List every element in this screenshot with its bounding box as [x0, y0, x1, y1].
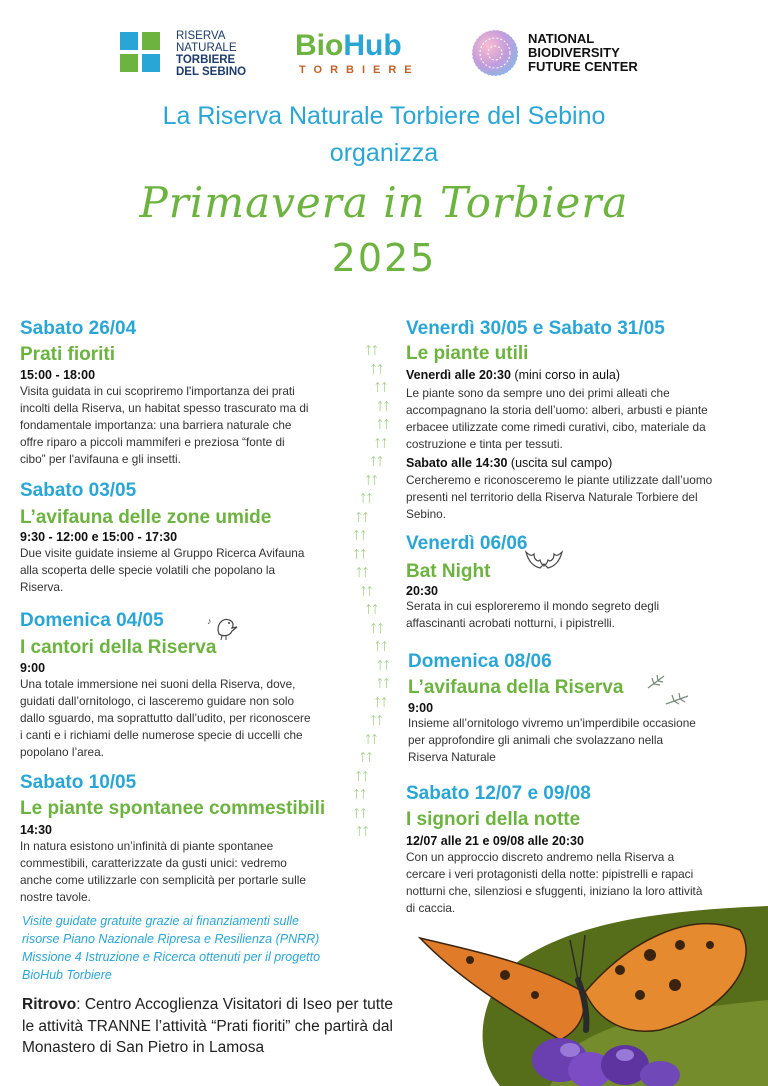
biohub-logo-hub: Hub — [343, 29, 402, 62]
funding-note: Visite guidate gratuite grazie ai finanziamenti sulle risorse Piano Nazionale Ripresa e Resilienza (PNRR) Missione 4 Istruzione e Ricerca ottenuti per il progetto BioHub Torbiere — [22, 914, 321, 982]
event-date: Sabato 26/04 — [20, 318, 137, 339]
event-title: I cantori della Riserva — [20, 637, 217, 658]
nbfc-logo-line2: BIODIVERSITY — [528, 45, 620, 60]
nbfc-logo-line1: NATIONAL — [528, 31, 595, 46]
biohub-logo-sub: TORBIERE — [299, 64, 420, 76]
butterfly-illustration — [410, 900, 768, 1086]
nbfc-logo-globe — [470, 28, 520, 78]
footprint-icon: ᛏᛏ — [370, 456, 384, 468]
script-title: Primavera in Torbiera — [139, 178, 629, 227]
event-title: I signori della notte — [406, 809, 581, 830]
event-desc: Serata in cui esploreremo il mondo segreto degli affascinanti acrobati notturni, i pipistrelli. — [406, 599, 660, 630]
footprint-icon: ᛏᛏ — [369, 715, 384, 727]
riserva-logo-line2: NATURALE — [176, 42, 237, 54]
event-title: L’avifauna della Riserva — [408, 677, 624, 698]
event-date: Sabato 10/05 — [20, 772, 137, 793]
event-title: Bat Night — [406, 561, 491, 582]
event-title: Le piante spontanee commestibili — [20, 798, 326, 819]
biohub-logo-bio: Bio — [295, 29, 344, 62]
event-subheading: Sabato alle 14:30 (uscita sul campo) — [406, 456, 613, 470]
footprint-icon: ᛏᛏ — [353, 530, 367, 542]
event-date: Domenica 04/05 — [20, 610, 164, 631]
footprint-icon: ᛏᛏ — [353, 789, 367, 801]
riserva-logo — [118, 30, 258, 78]
event-date: Venerdì 06/06 — [406, 533, 528, 554]
event-desc: Con un approccio discreto andremo nella Riserva a cercare i veri protagonisti della notte: pipistrelli e rapaci notturni che, silenziosi e sfuggenti, iniziano la loro attività di caccia. — [406, 850, 703, 915]
event-date: Sabato 03/05 — [20, 480, 137, 501]
nbfc-logo — [470, 28, 660, 80]
riserva-logo-mark — [118, 30, 164, 76]
event-time: 9:00 — [20, 661, 46, 675]
footprint-icon: ᛏᛏ — [374, 382, 388, 394]
footprint-icon: ᛏᛏ — [370, 622, 384, 635]
event-title: L’avifauna delle zone umide — [20, 507, 272, 528]
riserva-logo-line3: TORBIERE — [176, 54, 236, 66]
footprint-icon: ᛏᛏ — [355, 567, 369, 579]
footprint-icon: ᛏᛏ — [365, 345, 379, 357]
footprint-icon: ᛏᛏ — [359, 585, 374, 598]
bird-footprint-track — [355, 345, 395, 845]
event-date: Venerdì 30/05 e Sabato 31/05 — [406, 318, 665, 339]
event-desc: Le piante sono da sempre uno dei primi alleati che accompagnano la storia dell’uomo: alberi, arbusti e piante erbacee utilizzate come rimedi curativi, cibo, materiale da costruzione e tinta per tessuti. — [406, 386, 708, 451]
event-date: Sabato 12/07 e 09/08 — [406, 783, 591, 804]
footprint-icon: ᛏᛏ — [353, 807, 367, 820]
event-time: 14:30 — [20, 823, 52, 837]
bat-icon — [524, 548, 564, 570]
footprint-icon: ᛏᛏ — [376, 659, 390, 672]
event-desc: Cercheremo e riconosceremo le piante utilizzate dall’uomo presenti nel territorio della Riserva Naturale Torbiere del Sebino. — [406, 473, 713, 521]
feather-icon — [644, 668, 694, 710]
footprint-icon: ᛏᛏ — [376, 419, 390, 431]
footprint-icon: ᛏᛏ — [374, 437, 388, 450]
footprint-icon: ᛏᛏ — [376, 400, 390, 413]
footprint-icon: ᛏᛏ — [370, 363, 384, 376]
header-line1: La Riserva Naturale Torbiere del Sebino — [162, 102, 606, 130]
event-date: Domenica 08/06 — [408, 651, 552, 672]
event-desc: Insieme all’ornitologo vivremo un’imperdibile occasione per approfondire gli animali che svolazzano nella Riserva Naturale — [408, 716, 696, 764]
footprint-icon: ᛏᛏ — [374, 696, 388, 709]
svg-text:♪: ♪ — [207, 616, 212, 626]
riserva-logo-line4: DEL SEBINO — [176, 66, 247, 78]
event-desc: Due visite guidate insieme al Gruppo Ricerca Avifauna alla scoperta delle specie volatili che popolano la Riserva. — [20, 546, 305, 594]
footprint-icon: ᛏᛏ — [359, 752, 373, 764]
footprint-icon: ᛏᛏ — [365, 604, 379, 616]
biohub-logo — [295, 30, 425, 80]
event-desc: Una totale immersione nei suoni della Riserva, dove, guidati dall’ornitologo, ci lasceremo guidare non solo dallo sguardo, ma soprattutto dall’udito, per riconoscere i canti e i richiami delle numerose specie di uccelli che popolano l’area. — [20, 677, 311, 759]
event-time: 20:30 — [406, 584, 438, 598]
event-subheading: Venerdì alle 20:30 (mini corso in aula) — [406, 368, 621, 382]
footprint-icon: ᛏᛏ — [359, 493, 373, 505]
footprint-icon: ᛏᛏ — [355, 511, 369, 524]
riserva-logo-line1: RISERVA — [176, 30, 226, 42]
footprint-icon: ᛏᛏ — [376, 678, 390, 690]
footprint-icon: ᛏᛏ — [374, 641, 388, 653]
event-title: Prati fioriti — [20, 344, 116, 365]
event-desc: In natura esistono un’infinità di piante spontanee commestibili, caratterizzate da gusti unici: vedremo anche come utilizzarle con semplicità per portarle sulle nostre tavole. — [20, 839, 306, 904]
year: 2025 — [331, 236, 437, 280]
footprint-icon: ᛏᛏ — [364, 733, 378, 746]
footprint-icon: ᛏᛏ — [355, 826, 370, 838]
event-title: Le piante utili — [406, 343, 529, 364]
ritrovo: Ritrovo: Centro Accoglienza Visitatori di Iseo per tutte le attività TRANNE l’attività “Prati fioriti” che partirà dal Monastero di San Pietro in Lamosa — [22, 996, 394, 1056]
event-time: 12/07 alle 21 e 09/08 alle 20:30 — [406, 834, 584, 848]
event-desc: Visita guidata in cui scopriremo l'importanza dei prati incolti della Riserva, un habitat spesso trascurato ma di fondamentale importanza: una barriera naturale che offre riparo a piccoli mammiferi e preziosa “fonte di cibo” per l'avifauna e gli insetti. — [20, 384, 309, 466]
ritrovo-label: Ritrovo — [22, 996, 77, 1013]
event-time: 9:30 - 12:00 e 15:00 - 17:30 — [20, 530, 178, 544]
footprint-icon: ᛏᛏ — [355, 770, 369, 783]
footprint-icon: ᛏᛏ — [353, 548, 367, 561]
nbfc-logo-line3: FUTURE CENTER — [528, 59, 638, 74]
header-line2: organizza — [329, 139, 439, 167]
event-time: 9:00 — [408, 701, 434, 715]
footprint-icon: ᛏᛏ — [364, 474, 379, 487]
event-time: 15:00 - 18:00 — [20, 368, 96, 382]
